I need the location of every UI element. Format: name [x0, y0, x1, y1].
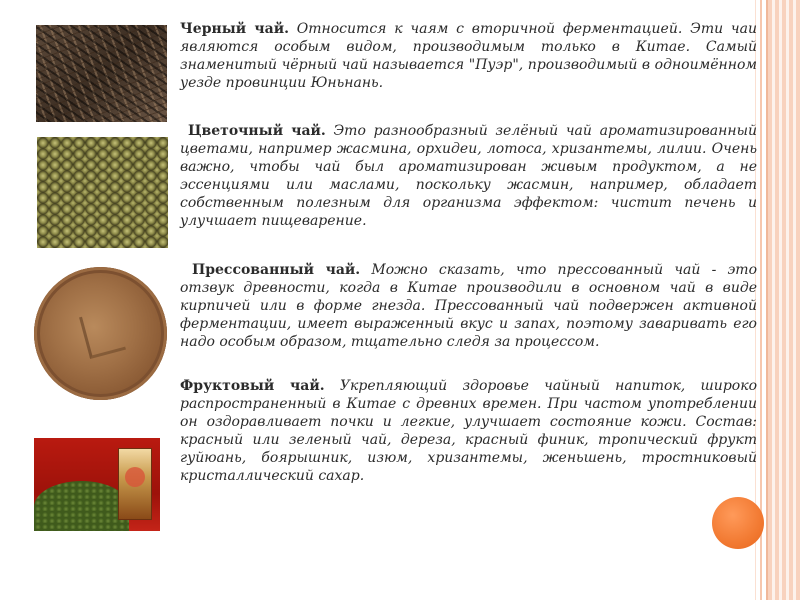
- section-black-tea: [180, 20, 757, 92]
- section-text: Укрепляющий здоровье чайный напиток, широко распространенный в Китае с древних времен. При частом употреблении он оздоравливает почки и легкие, улучшает состояние кожи. Состав: красный или зеленый чай, дереза, красный финик, тропический фрукт гуйюань, боярышник, изюм, хризантемы, женьшень, тростниковый кристаллический сахар.: [180, 378, 757, 484]
- section-text: Это разнообразный зелёный чай ароматизированный цветами, например жасмина, орхидеи, лотоса, хризантемы, лилии. Очень важно, чтобы чай был ароматизирован живым продуктом, а не эссенциями или маслами, поскольку жасмин, например, обладает собственным полезным для организма эффектом: чистит печень и улучшает пищеварение.: [180, 123, 757, 229]
- orange-circle-decoration: [712, 497, 764, 549]
- section-title: Фруктовый чай.: [180, 378, 325, 394]
- section-title: Цветочный чай.: [188, 123, 326, 139]
- flower-tea-image: [37, 137, 168, 248]
- section-title: Прессованный чай.: [192, 262, 361, 278]
- section-flower-tea: [180, 122, 757, 230]
- tea-leaves-pile: [34, 481, 129, 531]
- decorative-border-band: [766, 0, 800, 600]
- black-tea-image: [36, 25, 167, 122]
- section-fruit-tea: [180, 377, 757, 485]
- section-title: Черный чай.: [180, 21, 289, 37]
- pressed-tea-image: [34, 267, 167, 400]
- fruit-tea-image: [34, 438, 160, 531]
- section-text: Можно сказать, что прессованный чай - это отзвук древности, когда в Китае производили в основном чай в виде кирпичей или в форме гнезда. Прессованный чай подвержен активной ферментации, имеет выраженный вкус и запах, поэтому заваривать его надо особым образом, тщательно следя за процессом.: [180, 262, 758, 350]
- pressed-tea-stamp-mark: [79, 308, 126, 359]
- section-pressed-tea: [180, 261, 757, 351]
- section-text: Относится к чаям с вторичной ферментацией. Эти чаи являются особым видом, производимым только в Китае. Самый знаменитый чёрный чай называется "Пуэр", производимый в одноимённом уезде провинции Юньнань.: [180, 21, 757, 91]
- tea-package-box: [118, 448, 152, 520]
